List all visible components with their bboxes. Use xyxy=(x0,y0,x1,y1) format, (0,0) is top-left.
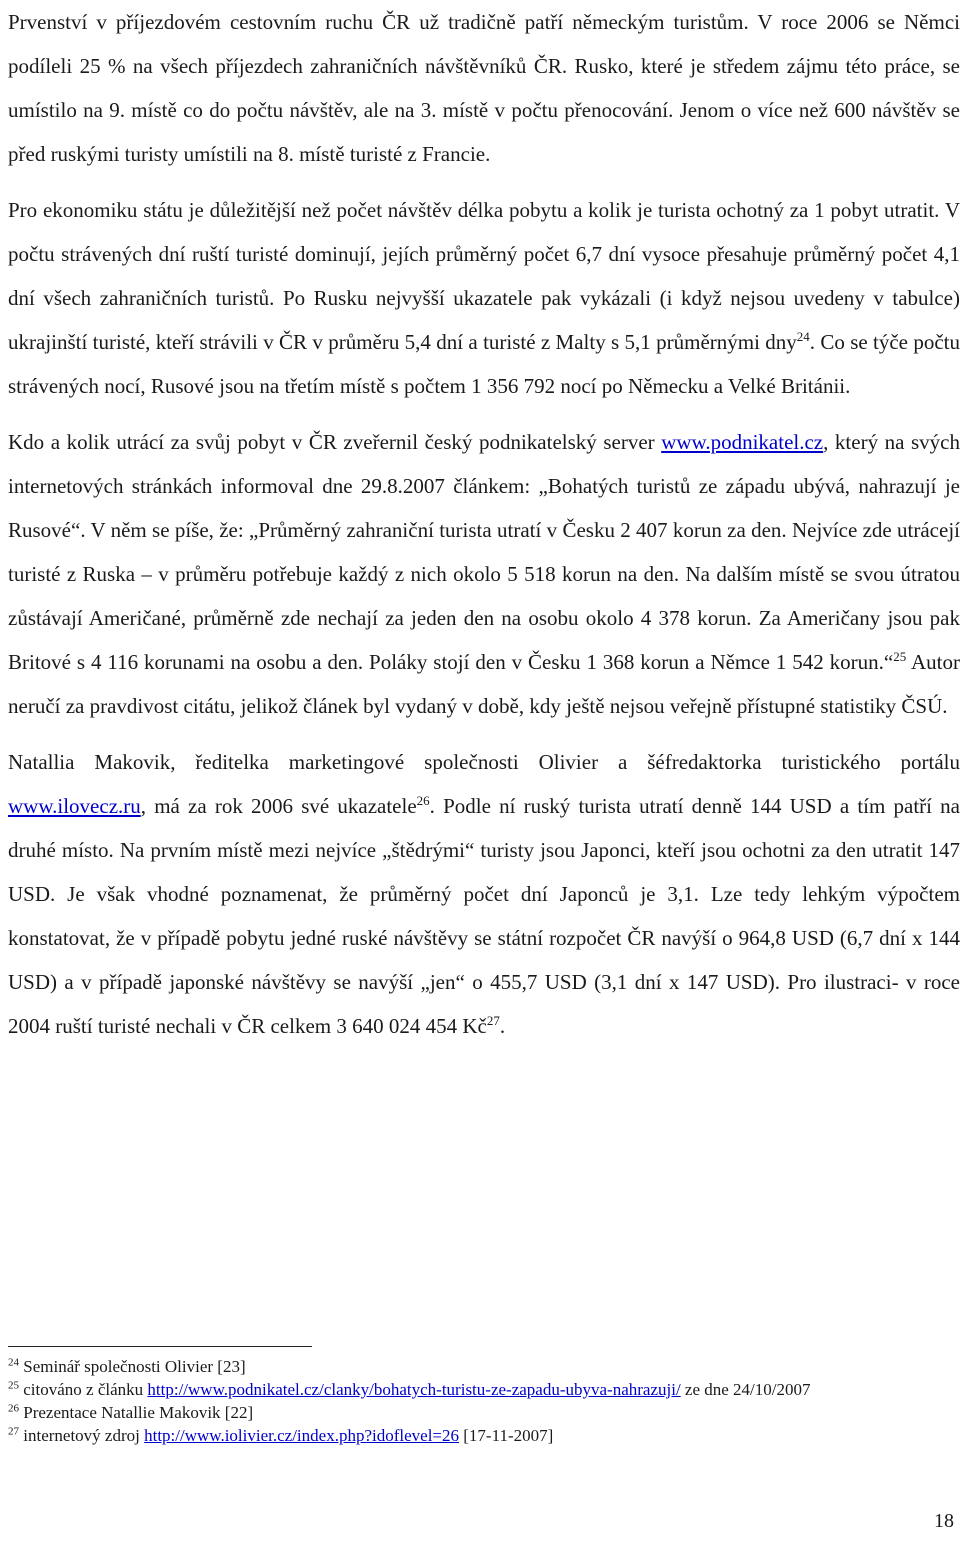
footnote-number: 24 xyxy=(8,1356,19,1369)
footnote-number: 26 xyxy=(8,1402,19,1415)
body-text xyxy=(8,0,960,1048)
footnote-text: [17-11-2007] xyxy=(459,1426,554,1445)
page-number: 18 xyxy=(934,1510,954,1532)
paragraph-text: , který na svých internetových stránkách informoval dne 29.8.2007 článkem: „Bohatých turistů ze západu ubývá, nahrazují je Rusové“. V něm se píše, že: „Průměrný zahraniční turista utratí v Česku 2 407 korun za den. Nejvíce zde utrácejí turisté z Ruska – v průměru potřebuje každý z nich okolo 5 518 korun na den. Na dalším místě se svou útratou zůstávají Američané, průměrně zde nechají za jeden den na osobu okolo 4 378 korun. Za Američany jsou pak Britové s 4 116 korunami na osobu a den. Poláky stojí den v Česku 1 368 korun a Němce 1 542 korun.“ xyxy=(8,430,960,674)
podnikatel-link[interactable]: www.podnikatel.cz xyxy=(661,430,824,454)
footnote-reference[interactable]: 27 xyxy=(486,1013,500,1028)
podnikatel-article-link[interactable]: http://www.podnikatel.cz/clanky/bohatych-turistu-ze-zapadu-ubyva-nahrazuji/ xyxy=(147,1380,681,1399)
paragraph-text: Natallia Makovik, ředitelka marketingové společnosti Olivier a šéfredaktorka turistického portálu xyxy=(8,750,960,774)
paragraph-text: Prvenství v příjezdovém cestovním ruchu ČR už tradičně patří německým turistům. V roce 2006 se Němci podíleli 25 % na všech příjezdech zahraničních návštěvníků ČR. Rusko, které je středem zájmu této práce, se umístilo na 9. místě co do počtu návštěv, ale na 3. místě v počtu přenocování. Jenom o více než 600 návštěv se před ruskými turisty umístili na 8. místě turisté z Francie. xyxy=(8,10,960,166)
paragraph-text: . Podle ní ruský turista utratí denně 144 USD a tím patří na druhé místo. Na prvním místě mezi nejvíce „štědrými“ turisty jsou Japonci, kteří jsou ochotni za den utratit 147 USD. Je však vhodné poznamenat, že průměrný počet dní Japonců je 3,1. Lze tedy lehkým výpočtem konstatovat, že v případě pobytu jedné ruské návštěvy se státní rozpočet ČR navýší o 964,8 USD (6,7 dní x 144 USD) a v případě japonské návštěvy se navýší „jen“ o 455,7 USD (3,1 dní x 147 USD). Pro ilustraci- v roce 2004 ruští turisté nechali v ČR celkem 3 640 024 454 Kč xyxy=(8,794,960,1038)
footnote-text: Prezentace Natallie Makovik [22] xyxy=(19,1403,254,1422)
footnote-25 xyxy=(8,1378,953,1401)
footnote-number: 27 xyxy=(8,1425,19,1438)
paragraph-makovik xyxy=(8,740,960,1048)
footnote-reference[interactable]: 24 xyxy=(796,329,810,344)
paragraph-text: . Co se týče počtu strávených nocí, Rusové jsou na třetím místě s počtem 1 356 792 nocí po Německu a Velké Británii. xyxy=(8,330,960,398)
paragraph-arrivals xyxy=(8,0,960,176)
iolivier-link[interactable]: http://www.iolivier.cz/index.php?idoflevel=26 xyxy=(144,1426,459,1445)
footnote-divider xyxy=(8,1346,312,1347)
footnote-reference[interactable]: 26 xyxy=(416,793,430,808)
paragraph-spending xyxy=(8,420,960,728)
paragraph-text: Autor neručí za pravdivost citátu, jelikož článek byl vydaný v době, kdy ještě nejsou veřejně přístupné statistiky ČSÚ. xyxy=(8,650,960,718)
footnote-text: ze dne 24/10/2007 xyxy=(680,1380,811,1399)
footnote-24 xyxy=(8,1355,953,1378)
footnote-text: citováno z článku xyxy=(19,1380,148,1399)
footnote-text: Seminář společnosti Olivier [23] xyxy=(19,1357,246,1376)
paragraph-length-of-stay xyxy=(8,188,960,408)
footnote-number: 25 xyxy=(8,1379,19,1392)
paragraph-text: Kdo a kolik utrácí za svůj pobyt v ČR zveřernil český podnikatelský server xyxy=(8,430,662,454)
ilovecz-link[interactable]: www.ilovecz.ru xyxy=(8,794,141,818)
footnotes xyxy=(8,1355,953,1447)
footnote-27 xyxy=(8,1424,953,1447)
footnote-text: internetový zdroj xyxy=(19,1426,145,1445)
paragraph-text: . xyxy=(499,1014,506,1038)
paragraph-text: Pro ekonomiku státu je důležitější než počet návštěv délka pobytu a kolik je turista ochotný za 1 pobyt utratit. V počtu strávených dní ruští turisté dominují, jejích průměrný počet 6,7 dní vysoce přesahuje průměrný počet 4,1 dní všech zahraničních turistů. Po Rusku nejvyšší ukazatele pak vykázali (i když nejsou uvedeny v tabulce) ukrajinští turisté, kteří strávili v ČR v průměru 5,4 dní a turisté z Malty s 5,1 průměrnými dny xyxy=(8,198,960,354)
footnote-26 xyxy=(8,1401,953,1424)
paragraph-text: , má za rok 2006 své ukazatele xyxy=(140,794,417,818)
footnote-reference[interactable]: 25 xyxy=(893,649,907,664)
